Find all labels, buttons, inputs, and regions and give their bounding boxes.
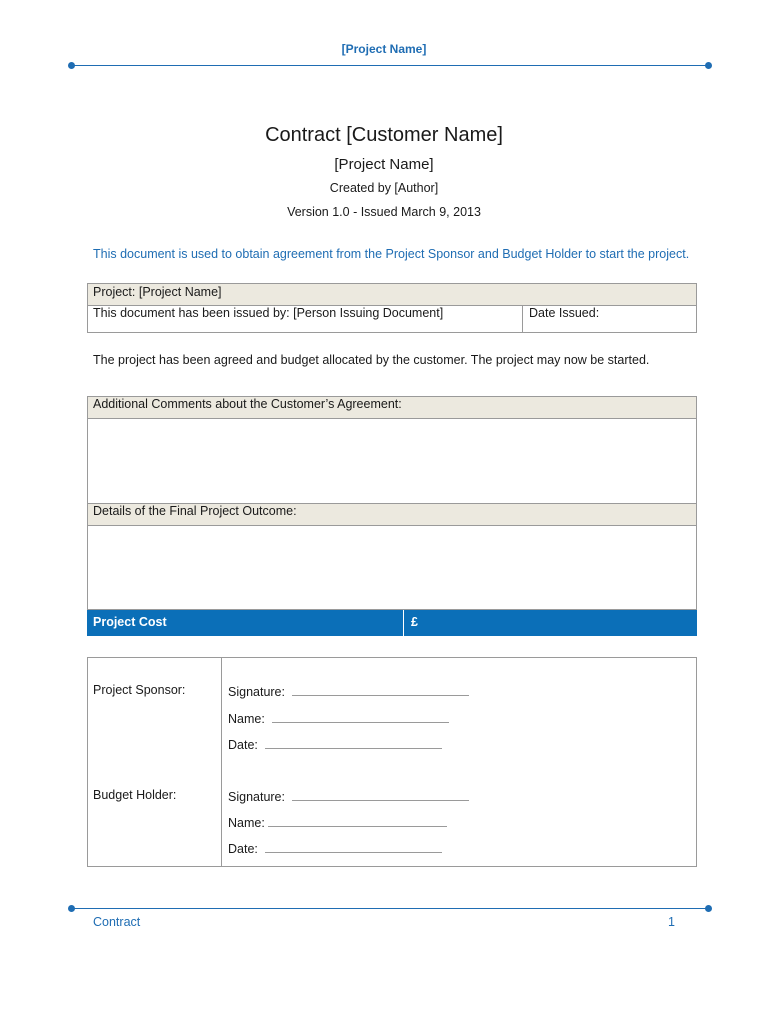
version-line: Version 1.0 - Issued March 9, 2013 — [287, 205, 481, 219]
footer-rule-dot-right — [705, 905, 712, 912]
footer-rule-dot-left — [68, 905, 75, 912]
header-project-name: [Project Name] — [341, 42, 427, 56]
project-cost-label: Project Cost — [93, 615, 167, 629]
created-by: Created by [Author] — [329, 181, 439, 195]
footer-page-number: 1 — [668, 915, 675, 929]
holder-date-row — [228, 840, 442, 856]
project-cost-divider — [403, 610, 404, 636]
info-table-column-divider — [522, 305, 523, 333]
project-cost-currency: £ — [411, 615, 418, 629]
info-project: Project: [Project Name] — [93, 285, 222, 299]
sponsor-date-label: Date: — [228, 738, 258, 752]
intro-text: This document is used to obtain agreement from the Project Sponsor and Budget Holder to start the project. — [93, 247, 690, 261]
outcome-field[interactable] — [88, 526, 696, 610]
agreement-statement: The project has been agreed and budget allocated by the customer. The project may now be started. — [93, 353, 650, 367]
header-rule — [72, 65, 708, 66]
sponsor-label: Project Sponsor: — [93, 683, 186, 697]
footer-rule — [72, 908, 708, 909]
document-title: Contract [Customer Name] — [265, 124, 503, 146]
info-issued-by: This document has been issued by: [Person Issuing Document] — [93, 306, 444, 320]
holder-name-label: Name: — [228, 816, 265, 830]
sponsor-signature-row — [228, 683, 469, 699]
holder-date-line[interactable] — [265, 840, 442, 853]
sponsor-name-line[interactable] — [272, 710, 449, 723]
header-rule-dot-left — [68, 62, 75, 69]
holder-label: Budget Holder: — [93, 788, 177, 802]
info-date-issued: Date Issued: — [529, 306, 600, 320]
signatures-column-divider — [221, 657, 222, 867]
sponsor-name-row — [228, 710, 449, 726]
sponsor-name-label: Name: — [228, 712, 265, 726]
sponsor-date-row — [228, 736, 442, 752]
sponsor-date-line[interactable] — [265, 736, 442, 749]
document-subtitle: [Project Name] — [334, 156, 434, 173]
holder-signature-row — [228, 788, 469, 804]
holder-name-row — [228, 814, 447, 830]
holder-signature-label: Signature: — [228, 790, 285, 804]
comments-agreement-field[interactable] — [88, 419, 696, 503]
comments-agreement-label: Additional Comments about the Customer’s Agreement: — [93, 397, 402, 411]
holder-date-label: Date: — [228, 842, 258, 856]
holder-name-line[interactable] — [268, 814, 447, 827]
sponsor-signature-label: Signature: — [228, 685, 285, 699]
holder-signature-line[interactable] — [292, 788, 469, 801]
sponsor-signature-line[interactable] — [292, 683, 469, 696]
project-cost-bar — [87, 610, 697, 636]
header-rule-dot-right — [705, 62, 712, 69]
footer-document-name: Contract — [93, 915, 141, 929]
outcome-label: Details of the Final Project Outcome: — [93, 504, 297, 518]
